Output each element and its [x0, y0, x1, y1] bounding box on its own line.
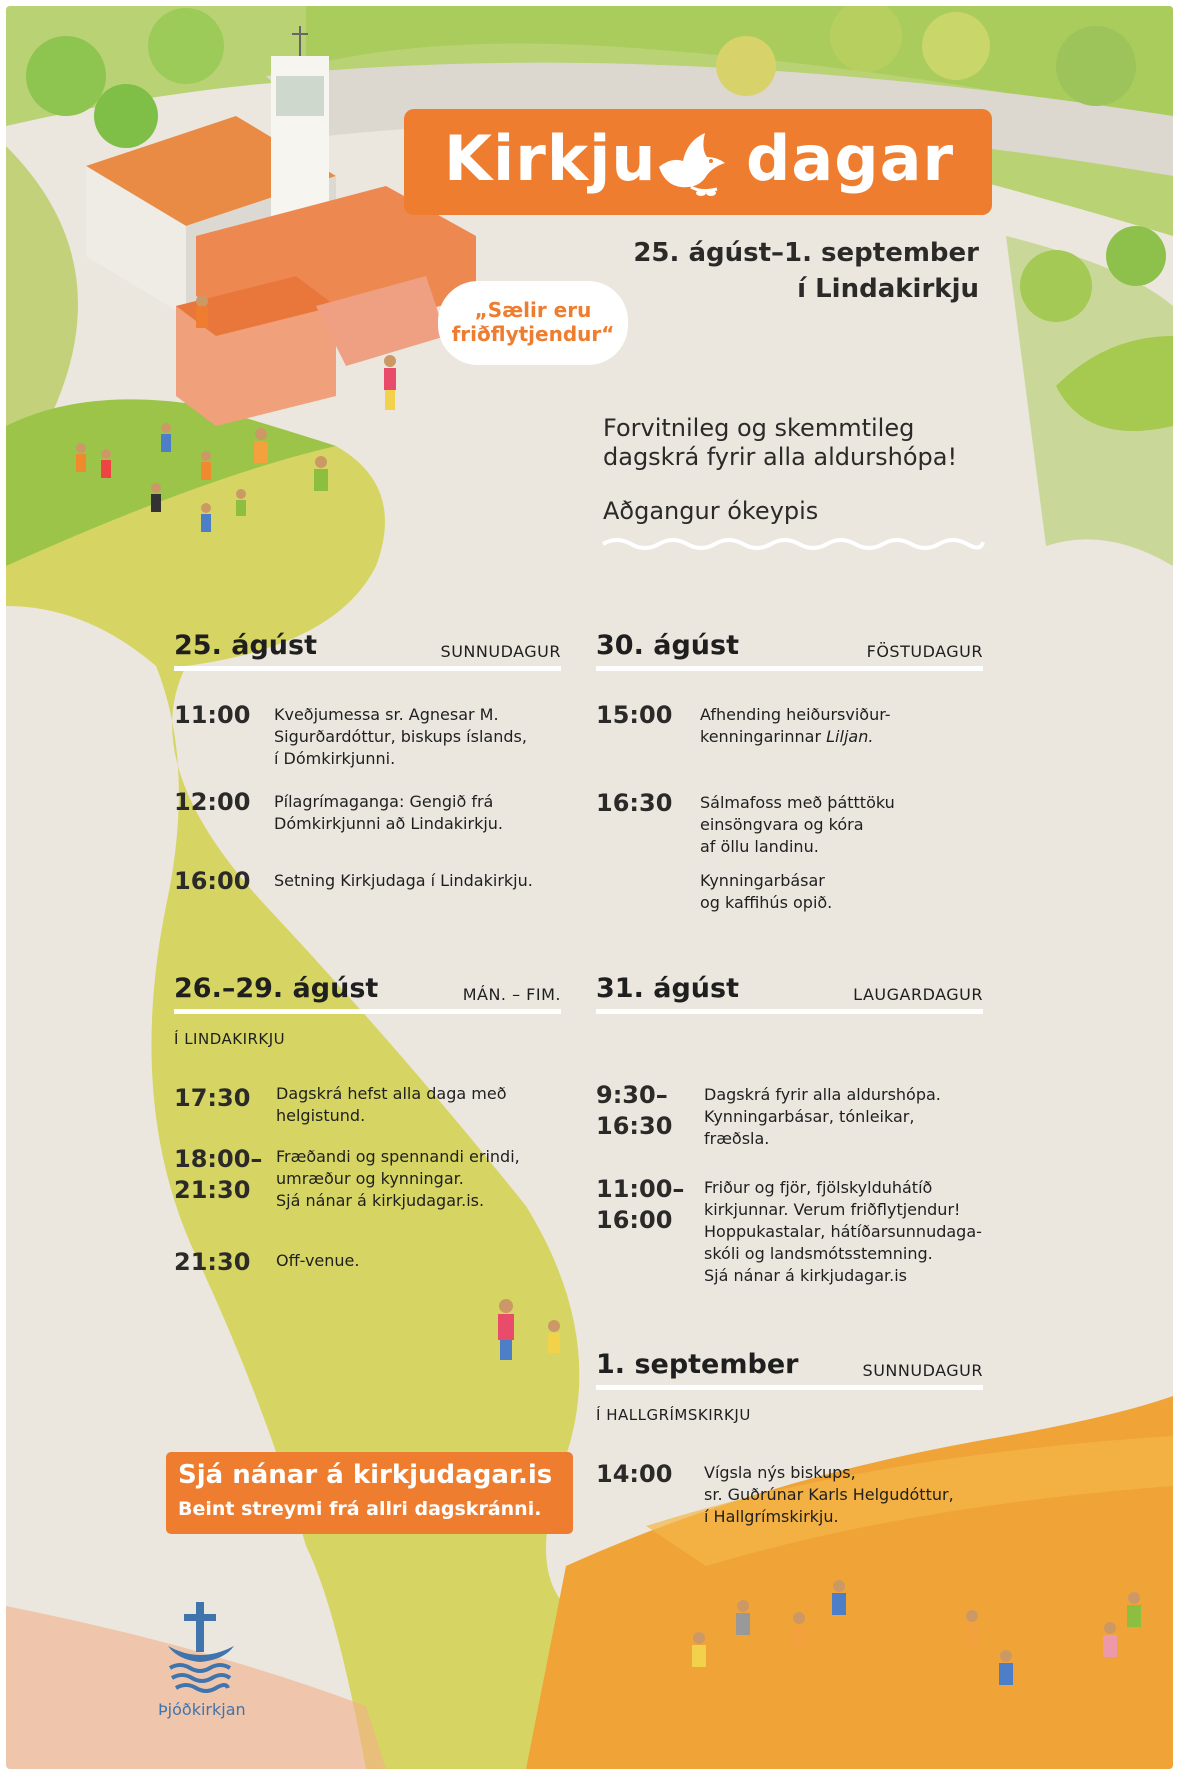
free-admission: Aðgangur ókeypis — [603, 497, 819, 525]
schedule-description: Off-venue. — [276, 1251, 360, 1270]
logo-word-dagar: dagar — [746, 122, 955, 195]
schedule-description: Friður og fjör, fjölskylduhátíð kirkjunnar. Verum friðflytjendur! Hoppukastalar, hátíðarsunnudaga- skóli og landsmótsstemning. Sjá nánar á kirkjudagar.is — [704, 1178, 982, 1285]
tagline-line-1: Forvitnileg og skemmtileg — [603, 414, 915, 442]
day-divider — [596, 666, 983, 671]
schedule-description: Pílagrímaganga: Gengið frá Dómkirkjunni að Lindakirkju. — [274, 792, 504, 833]
schedule-time: 16:30 — [596, 789, 673, 817]
website-link[interactable]: Sjá nánar á kirkjudagar.is — [178, 1460, 553, 1490]
schedule-time: 14:00 — [596, 1460, 673, 1488]
schedule-description: Kynningarbásar og kaffihús opið. — [700, 871, 833, 912]
day-date: 1. september — [596, 1349, 799, 1380]
day-divider — [596, 1009, 983, 1014]
schedule-description: Dagskrá fyrir alla aldurshópa. Kynningarbásar, tónleikar, fræðsla. — [704, 1085, 941, 1148]
schedule-time: 16:00 — [174, 867, 251, 895]
schedule-description: Setning Kirkjudaga í Lindakirkju. — [274, 871, 533, 890]
day-location: Í LINDAKIRKJU — [174, 1030, 286, 1048]
event-location: í Lindakirkju — [797, 274, 979, 304]
schedule-time: 9:30– 16:30 — [596, 1081, 673, 1140]
schedule-time: 11:00 — [174, 701, 251, 729]
day-header-aug30 — [596, 627, 983, 671]
schedule-time: 17:30 — [174, 1084, 251, 1112]
day-weekday: SUNNUDAGUR — [862, 1361, 983, 1380]
day-divider — [596, 1385, 983, 1390]
day-header-aug25 — [174, 627, 561, 671]
day-weekday: MÁN. – FIM. — [462, 985, 561, 1004]
stream-info: Beint streymi frá allri dagskránni. — [178, 1498, 542, 1520]
day-header-aug31 — [596, 970, 983, 1014]
schedule-description: Sálmafoss með þátttöku einsöngvara og kóra af öllu landinu. — [700, 793, 895, 856]
organization-name: Þjóðkirkjan — [158, 1700, 246, 1719]
day-date: 25. ágúst — [174, 630, 317, 661]
schedule-description: Vígsla nýs biskups, sr. Guðrúnar Karls Helgudóttur, í Hallgrímskirkju. — [704, 1463, 954, 1526]
day-divider — [174, 666, 561, 671]
day-divider — [174, 1009, 561, 1014]
kirkjudagar-logo — [404, 109, 992, 215]
day-location: Í HALLGRÍMSKIRKJU — [596, 1406, 751, 1424]
quote-bubble — [438, 281, 628, 365]
day-weekday: FÖSTUDAGUR — [866, 642, 983, 661]
day-date: 31. ágúst — [596, 973, 739, 1004]
schedule-description: Kveðjumessa sr. Agnesar M. Sigurðardóttur, biskups íslands, í Dómkirkjunni. — [274, 705, 527, 768]
poster — [6, 6, 1173, 1769]
day-date: 26.–29. ágúst — [174, 973, 379, 1004]
day-header-aug26-29 — [174, 970, 561, 1014]
dove-with-olive-branch-icon — [651, 127, 731, 201]
day-header-sep1 — [596, 1346, 983, 1390]
website-info-box — [166, 1452, 573, 1534]
schedule-time: 12:00 — [174, 788, 251, 816]
quote-line-1: „Sælir eru — [474, 298, 592, 322]
schedule-time: 18:00– 21:30 — [174, 1145, 263, 1204]
quote-line-2: friðflytjendur“ — [451, 322, 615, 346]
tagline-line-2: dagskrá fyrir alla aldurshópa! — [603, 443, 958, 471]
day-weekday: SUNNUDAGUR — [440, 642, 561, 661]
schedule-time: 15:00 — [596, 701, 673, 729]
logo-word-kirkju: Kirkju — [444, 122, 657, 195]
schedule-time: 21:30 — [174, 1248, 251, 1276]
event-dates: 25. ágúst–1. september — [633, 238, 979, 268]
day-weekday: LAUGARDAGUR — [853, 985, 983, 1004]
schedule-description: Afhending heiðursviður- kenningarinnar Liljan. — [700, 705, 891, 746]
schedule-description: Fræðandi og spennandi erindi, umræður og kynningar. Sjá nánar á kirkjudagar.is. — [276, 1147, 520, 1210]
schedule-description: Dagskrá hefst alla daga með helgistund. — [276, 1084, 507, 1125]
day-date: 30. ágúst — [596, 630, 739, 661]
schedule-time: 11:00– 16:00 — [596, 1175, 685, 1234]
